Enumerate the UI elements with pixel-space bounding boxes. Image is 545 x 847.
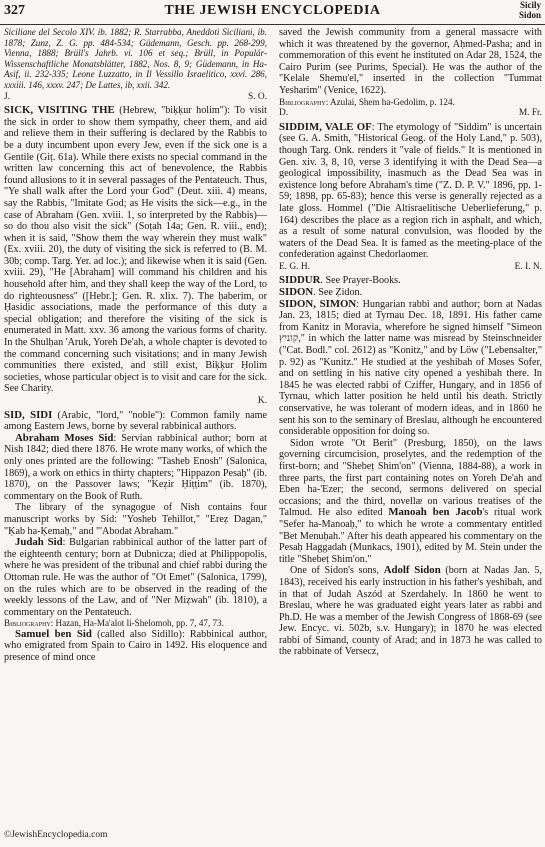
- bibliography-samuel: [279, 97, 542, 108]
- article-text: Sidon wrote "Ot Berit" (Presburg, 1850), on the laws governing circumcision, proselytes, and the redemption of the first-born; and "Shebeṭ Shim'on" (Vienna, 1884-88), a work in three parts, the first part containing notes on Yoreh De'ah and Eben ha-'Ezer; the second, sermons delivered on special occasions; and the third, novellæ on various treatises of the Talmud. He also edited: [279, 437, 542, 519]
- headword-manoah: Manoah ben Jacob: [388, 506, 483, 519]
- headword-abraham: Abraham Moses Sid: [15, 431, 114, 444]
- headword-sick: SICK, VISITING THE: [4, 104, 115, 117]
- headword-adolf: Adolf Sidon: [383, 564, 441, 577]
- signature-initials-right: S. O.: [247, 91, 267, 102]
- article-text: : Bulgarian rabbinical author of the latter part of the eighteenth century; born at Dubnicza; died at Philippopolis, where he was president of the tribunal and chief rabbi during the Ottoman rule. He was the author of "Ot Emet" (Salonica, 1799), on the rules which are to be observed in the reading of the weekly lessons of the Law, and of "Ner Miẓwah" (ib. 1810), a commentary on the Pentateuch.: [4, 537, 267, 618]
- article-text: : Servian rabbinical author; born at Nish 1842; died there 1876. He wrote many works, of which the only ones printed are the following: "Tasheb Enosh" (Salonica, 1869), a work on ethics in thirty chapters; "Hippazon Pesaḥ" (ib. 1870), on the Passover laws; "Keẓir Ḥiṭṭim" (ib. 1870), commentary on the Book of Ruth.: [4, 432, 267, 502]
- paragraph-sidon-works: [279, 438, 542, 566]
- headword-sidon-simon: SIDON, SIMON: [279, 297, 357, 310]
- signature-initials-right: K.: [257, 396, 267, 406]
- signature-line: [4, 92, 267, 104]
- bibliography-label: Bibliography: [279, 96, 326, 107]
- article-siddim: [279, 122, 542, 261]
- article-sidon-simon: [279, 299, 542, 438]
- right-column: [279, 27, 542, 658]
- left-column: [4, 27, 267, 664]
- article-siddur: [279, 275, 542, 287]
- article-text: (Hebrew, "biḳḳur holim"): To visit the sick in order to show them sympathy, cheer them, and aid and relieve them in their suffering is declared by the Rabbis to be a duty incumbent upon every Jew, even if the sick one is a Gentile (Giṭ. 61a). While there exists no special command in the written law concerning this act of benevolence, the Rabbis found allusions to it in several passages of the Pentateuch. Thus, "Ye shall walk after the Lord your God" (Deut. xiii. 4) means, say the Rabbis, "Imitate God; as He visits the sick—e.g., in the case of Abraham (Gen. xviii. 1, so interpreted by the Rabbis)—so do thou also visit the sick" (Soṭah 14a; Gen. R. viii., end); when it is said, "Show them the way wherein they must walk" (Ex. xviii. 20), the duty of visiting the sick is referred to (B. M. 30b; comp. Targ. Yer. ad loc.); and likewise when it is said (Gen. xviii. 29), "He [Abraham] will command his children and his household after him, and they shall keep the way of the Lord, to do righteousness" ([Hebr.]; Gen. R. xlix. 7). The ḥaberim, or Ḥasidic associations, made the performance of this duty a special obligation; and therefore the visiting of the sick is enumerated in Matt. xxv. 36 among the various forms of charity. In the Shulḥan 'Aruk, Yoreh De'ah, a whole chapter is devoted to the command concerning such visitations; and in many Jewish communities there existed, and still exist, Biḳḳur Ḥolim societies, whose particular object is to visit and care for the sick. See Charity.: [4, 105, 267, 395]
- headword-sidon: SIDON: [279, 286, 314, 299]
- signature-initials-left: D.: [279, 108, 289, 119]
- page-title: THE JEWISH ENCYCLOPEDIA: [164, 3, 381, 18]
- signature-line: [4, 396, 267, 408]
- bibliography-label: Bibliography: [4, 618, 51, 629]
- headword-samuel: Samuel ben Sid: [15, 627, 92, 640]
- article-text: : The etymology of "Siddim" is uncertain (see G. A. Smith, "Historical Geog. of the Holy Land," p. 503), though Targ. Onk. renders it "vale of fields." It is mentioned in Gen. xiv. 3, 8, 10, verse 3 identifying it with the Dead Sea—a geological impossibility, inasmuch as the Dead Sea was in existence long before Abraham's time ("Z. D. P. V." 1896, pp. 1-59; 1898, pp. 65-83); hence this verse is generally rejected as a late gloss. Hommel ("Die Altisraelitische Ueberlieferung," p. 164) describes the place as a region rich in asphalt, and which, as a result of some natural convulsion, was flooded by the waters of the Dead Sea. It is famed as the meeting-place of the confederation against Chedorlaomer.: [279, 121, 542, 261]
- signature-initials-right: E. I. N.: [514, 261, 542, 272]
- signature-line: [279, 262, 542, 274]
- headword-siddur: SIDDUR: [279, 274, 321, 287]
- running-head: [519, 1, 541, 20]
- entry-judah-sid: [4, 537, 267, 618]
- bibliography-text: : Hazan, Ha-Ma'alot li-Shelomoh, pp. 7, 47, 73.: [50, 618, 224, 629]
- article-text: . See Prayer-Books.: [320, 275, 401, 287]
- signature-initials-left: J.: [4, 91, 10, 102]
- signature-initials-right: M. Fr.: [518, 108, 542, 119]
- article-sick-visiting: [4, 105, 267, 395]
- bibliography-text: : Azulai, Shem ha-Gedolim, p. 124.: [325, 96, 455, 107]
- headword-siddim: SIDDIM, VALE OF: [279, 120, 372, 133]
- article-continuation: saved the Jewish community from a general massacre with which it was threatened by the governor, Aḥmed-Pasha; and in commemoration of this event he instituted on Adar 28, 1524, the Cairo Purim (see Purims, Special). He was the author of the "Kelale Shemu'el," inserted in the collection "Tummat Yesharim" (Venice, 1622).: [279, 27, 542, 96]
- headword-sid: SID, SIDI: [4, 408, 53, 421]
- article-text: : Hungarian rabbi and author; born at Nadas Jan. 23, 1815; died at Tyrnau Dec. 18, 1891. His father came from Kanitz in Moravia, wherefore he signed himself "Simeon קוניץ," in which the latter name was misread by Steinschneider ("Cat. Bodl." col. 2612) as "Konitz," and by Löw ("Lebensalter," p. 92) as "Kunitz." He studied at the yeshibah of Moses Sofer, and on settling in his native city opened a yeshibah there. In 1845 he was elected rabbi of Cziffer, Hungary, and in 1856 of Tyrnau, which latter position he held until his death. Strictly conservative, he was tolerant of modern ideas, and in 1860 he sent his son to the seminary of Breslau, although he encountered considerable opposition for doing so.: [279, 298, 542, 438]
- bibliography-sicily: Siciliane del Secolo XIV. ib. 1882; R. Starrabba, Aneddoti Siciliani, ib. 1878; Zunz, Z. G. pp. 484-534; Güdemann, Gesch. pp. 268-299, Vienna, 1888; Brüll's Jahrb. vi. 106 et seq.; Brüll, in Populär-Wissenschaftliche Monatsblätter, 1882, Nos. 8, 9; Güdemann, in Ha-Asif, ii. 232-335; Leone Luzzatto, in Il Vessillo Israelitico, xxvi. 286, xxxiii. 146, xxxv. 247; De Lattes, ib, xxii. 342.: [4, 27, 267, 90]
- article-text: (born at Nadas Jan. 5, 1843), received his early instruction in his father's yeshibah, and in that of Judah Aszód at Szerdahely. In 1860 he went to Breslau, where he was graduated eight years later as rabbi and Ph.D. He was a member of the Jewish Congress of 1868-69 (see Jew. Encyc. vi. 502b, s.v. Hungary); in 1870 he was elected rabbi of Simand, county of Arad; and in 1873 he was called to the rabbinate of Versecz,: [279, 565, 542, 658]
- signature-line: [279, 108, 542, 120]
- headword-judah: Judah Sid: [15, 536, 63, 549]
- article-text: One of Sidon's sons,: [290, 565, 384, 577]
- paragraph-library: The library of the synagogue of Nish contains four manuscript works by Sid: "Yosheb Tehillot," "Ereẓ Dagan," "Ḳab ha-Ḳemaḥ," and "'Abodat Abraham.": [4, 502, 267, 537]
- signature-initials-left: E. G. H.: [279, 261, 310, 272]
- running-head-line2: Sidon: [518, 9, 541, 20]
- article-text: (called also Sidillo): Rabbinical author, who emigrated from Spain to Cairo in 1492. His eloquence and presence of mind once: [4, 628, 267, 664]
- article-text: 's ritual work "Sefer ha-Manoaḥ," to which he wrote a commentary entitled "Bet Menuḥah." After his death appeared his commentary on the Pesaḥ Haggadah (Munkacs, 1901), edited by M. Stein under the title "Shebeṭ Shim'on.": [279, 507, 542, 565]
- running-head-line1: Sicily: [519, 0, 541, 10]
- page-number: 327: [4, 3, 25, 18]
- article-text: . See Ẓidon.: [313, 287, 363, 299]
- page-header: [0, 0, 545, 25]
- copyright-footer: ©JewishEncyclopedia.com: [4, 830, 108, 840]
- article-text: (Arabic, "lord," "noble"): Common family name among Eastern Jews, borne by several rabbinical authors.: [4, 409, 267, 433]
- paragraph-adolf-sidon: [279, 565, 542, 658]
- article-sid: [4, 410, 267, 433]
- entry-abraham-moses-sid: [4, 433, 267, 503]
- entry-samuel-ben-sid: [4, 629, 267, 664]
